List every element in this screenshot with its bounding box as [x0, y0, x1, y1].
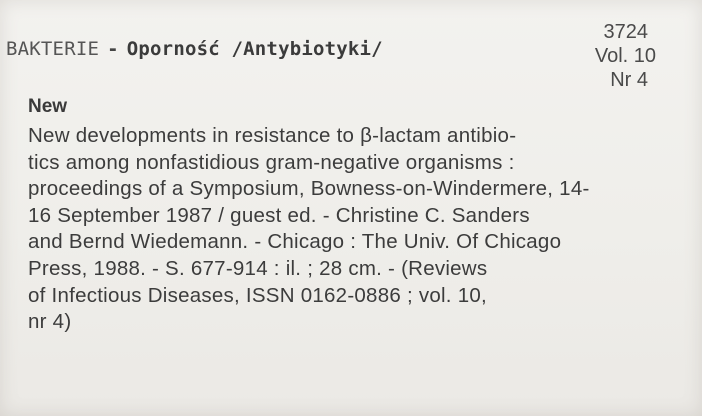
heading-separator: -: [107, 38, 119, 60]
description-line: and Bernd Wiedemann. - Chicago : The Univ. Of Chicago: [28, 230, 562, 254]
issue-number: Nr 4: [610, 69, 648, 91]
description-line: tics among nonfastidious gram-negative organisms :: [28, 150, 515, 174]
description-line: nr 4): [28, 310, 72, 334]
description-line: of Infectious Diseases, ISSN 0162-0886 ; vol. 10,: [28, 283, 487, 307]
description-line: 16 September 1987 / guest ed. - Christine C. Sanders: [28, 203, 530, 227]
description-line: Press, 1988. - S. 677-914 : il. ; 28 cm. - (Reviews: [28, 256, 488, 280]
description-line: New developments in resistance to β-lactam antibio-: [28, 124, 517, 147]
call-number: 3724: [603, 21, 648, 43]
filing-entry-word: New: [28, 96, 68, 117]
subject-subdivision: Oporność /Antybiotyki/: [126, 38, 383, 60]
subject-heading: [6, 38, 383, 60]
bibliographic-description: [28, 123, 698, 336]
subject-term: BAKTERIE: [6, 38, 100, 60]
call-number-block: [594, 20, 656, 92]
description-line: proceedings of a Symposium, Bowness-on-Windermere, 14-: [28, 177, 590, 201]
volume-number: Vol. 10: [594, 45, 656, 67]
